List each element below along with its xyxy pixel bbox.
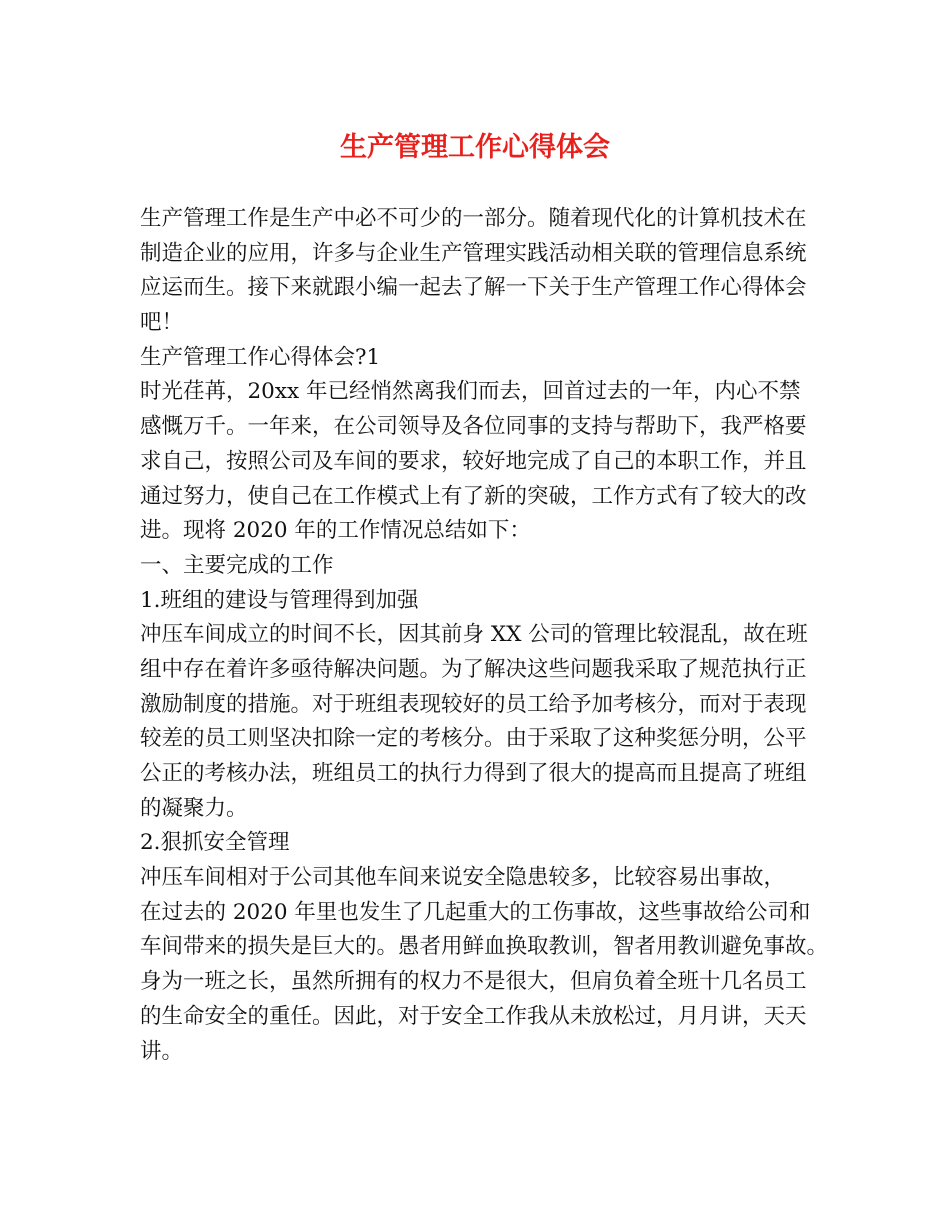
text-line-4: 吧！ bbox=[140, 310, 184, 336]
document-body bbox=[140, 202, 829, 1069]
text-line-9: 通过努力，使自己在工作模式上有了新的突破，工作方式有了较大的改 bbox=[140, 483, 807, 509]
section-heading-2: 一、主要完成的工作 bbox=[140, 552, 334, 578]
text-line-15: 激励制度的措施。对于班组表现较好的员工给予加考核分，而对于表现 bbox=[140, 691, 807, 717]
text-line-17: 公正的考核办法，班组员工的执行力得到了很大的提高而且提高了班组 bbox=[140, 761, 807, 786]
text-line-6: 时光荏苒，20xx 年已经悄然离我们而去，回首过去的一年，内心不禁 bbox=[140, 379, 801, 405]
text-line-23: 身为一班之长，虽然所拥有的权力不是很大，但肩负着全班十几名员工 bbox=[140, 969, 807, 995]
section-heading-1: 生产管理工作心得体会?1 bbox=[140, 344, 381, 370]
text-line-24: 的生命安全的重任。因此，对于安全工作我从未放松过，月月讲，天天 bbox=[140, 1003, 807, 1029]
text-line-8: 求自己，按照公司及车间的要求，较好地完成了自己的本职工作，并且 bbox=[140, 448, 807, 474]
text-line-16: 较差的员工则坚决扣除一定的考核分。由于采取了这种奖惩分明，公平 bbox=[140, 726, 807, 752]
document-title: 生产管理工作心得体会 bbox=[340, 132, 610, 163]
text-line-21: 在过去的 2020 年里也发生了几起重大的工伤事故，这些事故给公司和 bbox=[140, 899, 811, 925]
text-line-20: 冲压车间相对于公司其他车间来说安全隐患较多，比较容易出事故， bbox=[140, 865, 786, 891]
text-line-18: 的凝聚力。 bbox=[140, 795, 248, 821]
text-line-2: 制造企业的应用，许多与企业生产管理实践活动相关联的管理信息系统 bbox=[140, 240, 807, 266]
text-line-3: 应运而生。接下来就跟小编一起去了解一下关于生产管理工作心得体会 bbox=[140, 275, 807, 301]
subsection-heading-1: 1.班组的建设与管理得到加强 bbox=[140, 587, 419, 613]
text-line-22: 车间带来的损失是巨大的。愚者用鲜血换取教训，智者用教训避免事故。 bbox=[140, 934, 829, 960]
text-line-13: 冲压车间成立的时间不长，因其前身 XX 公司的管理比较混乱，故在班 bbox=[140, 622, 808, 648]
subsection-heading-2: 2.狠抓安全管理 bbox=[140, 830, 290, 856]
text-line-14: 组中存在着许多亟待解决问题。为了解决这些问题我采取了规范执行正 bbox=[140, 656, 807, 682]
text-line-10: 进。现将 2020 年的工作情况总结如下： bbox=[140, 518, 531, 544]
text-line-25: 讲。 bbox=[140, 1038, 184, 1064]
text-line-7: 感慨万千。一年来，在公司领导及各位同事的支持与帮助下，我严格要 bbox=[140, 414, 807, 440]
text-line-1: 生产管理工作是生产中必不可少的一部分。随着现代化的计算机技术在 bbox=[140, 206, 807, 231]
